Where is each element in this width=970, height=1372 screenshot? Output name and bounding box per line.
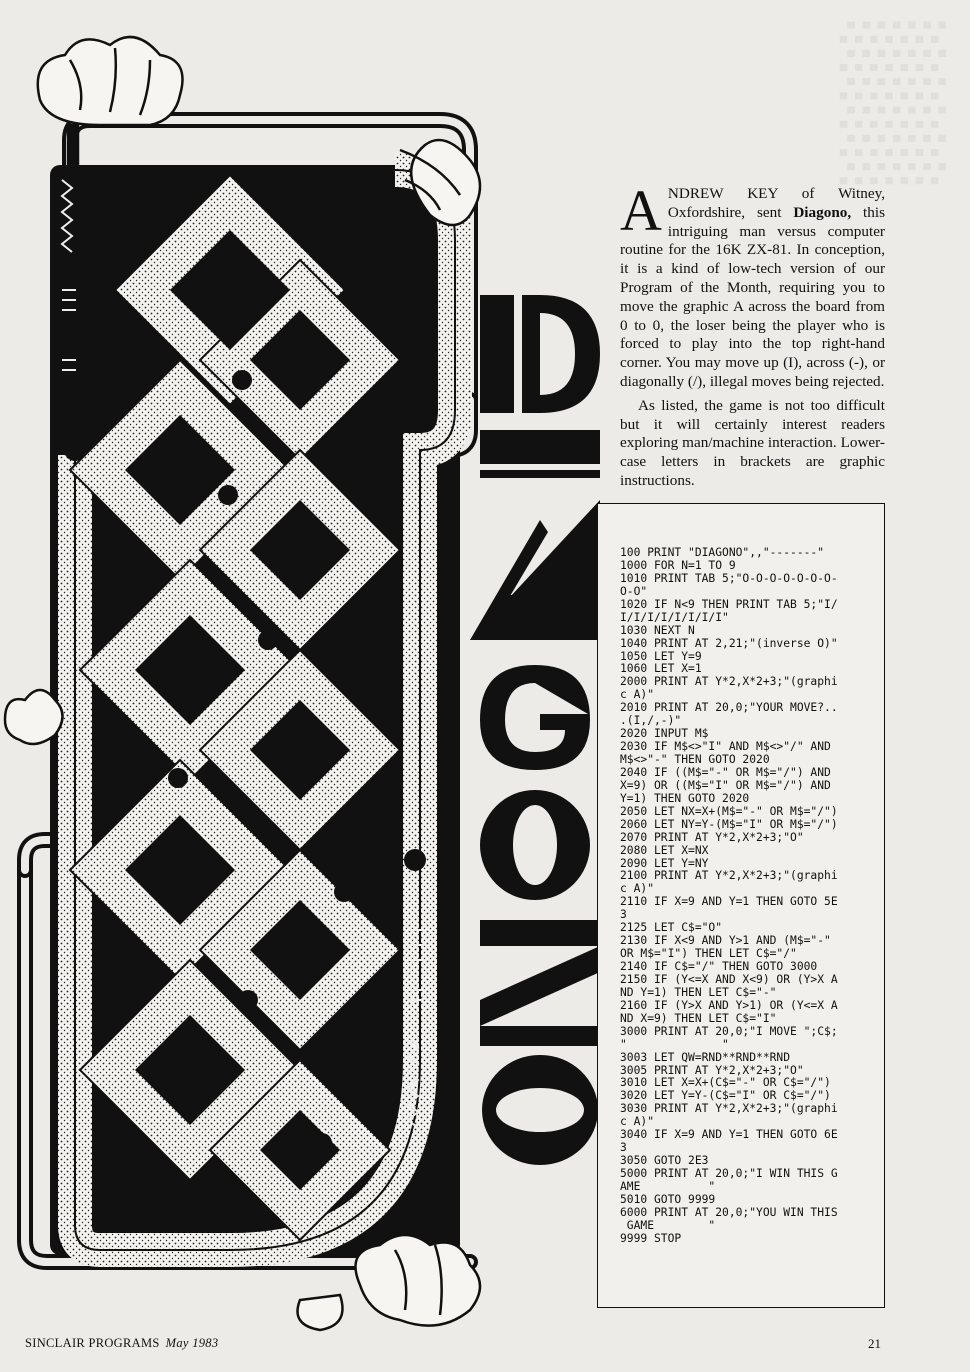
listing-line: ND X=9) THEN LET C$="I" (620, 1011, 777, 1025)
title-letter-d (480, 295, 600, 413)
listing-line: 3040 IF X=9 AND Y=1 THEN GOTO 6E (620, 1128, 838, 1142)
title-letter-a (470, 500, 600, 640)
cartoon-hand-top (38, 37, 183, 165)
lead-text: NDREW KEY of Witney, Oxfordshire, sent (667, 185, 885, 221)
listing-line: c A)" (620, 688, 655, 702)
listing-line: 2130 IF X<9 AND Y>1 AND (M$="-" (620, 934, 831, 948)
program-name: Diagono, (793, 203, 852, 221)
footer-publication (25, 1336, 218, 1351)
cartoon-hand-left (5, 690, 63, 744)
diagono-title-graphic (470, 295, 600, 1165)
title-letter-o1 (480, 790, 590, 900)
listing-line: Y=1) THEN GOTO 2020 (620, 791, 750, 805)
listing-line: 1050 LET Y=9 (620, 649, 702, 663)
listing-line: 5010 GOTO 9999 (620, 1192, 716, 1206)
listing-line: 3010 LET X=X+(C$="-" OR C$="/") (620, 1076, 831, 1090)
listing-line: 1040 PRINT AT 2,21;"(inverse O)" (620, 636, 838, 650)
paragraph-1 (620, 178, 885, 392)
issue-date: May 1983 (165, 1336, 219, 1350)
listing-line: " " (620, 1037, 729, 1051)
listing-line: M$<>"-" THEN GOTO 2020 (620, 753, 770, 766)
listing-line: AME " (620, 1179, 716, 1193)
listing-line: 2010 PRINT AT 20,0;"YOUR MOVE?.. (620, 701, 838, 715)
listing-line: .(I,/,-)" (620, 714, 682, 728)
listing-line: 1000 FOR N=1 TO 9 (620, 558, 736, 572)
listing-line: 3 (620, 908, 627, 922)
listing-line: 9999 STOP (620, 1231, 682, 1245)
listing-line: 3050 GOTO 2E3 (620, 1154, 709, 1168)
bleed-through-shadow: ▒ (839, 13, 950, 179)
listing-line: 2150 IF (Y<=X AND X<9) OR (Y>X A (620, 972, 838, 986)
listing-line: 2040 IF ((M$="-" OR M$="/") AND (620, 765, 831, 779)
listing-line: 2050 LET NX=X+(M$="-" OR M$="/") (620, 804, 838, 818)
listing-line: 3005 PRINT AT Y*2,X*2+3;"O" (620, 1063, 804, 1077)
listing-line: ND Y=1) THEN LET C$="-" (620, 985, 777, 999)
title-letter-o2 (482, 1055, 598, 1165)
title-letter-n (480, 920, 600, 1046)
drop-cap: A (620, 178, 662, 243)
listing-line: 3030 PRINT AT Y*2,X*2+3;"(graphi (620, 1102, 838, 1116)
listing-line: GAME " (620, 1218, 716, 1232)
listing-line: 3000 PRINT AT 20,0;"I MOVE ";C$; (620, 1024, 838, 1038)
listing-line: 5000 PRINT AT 20,0;"I WIN THIS G (620, 1167, 838, 1180)
lead-rest: this intriguing man versus computer routine for the 16K ZX-81. In conception, it is a kind of low-tech version of our Program of the Month, requiring you to move the graphic A across the board from 0 to 0, the loser being the player who is forced to play into the top right-hand corner. You may move up (I), across (-), or diagonally (/), illegal moves being rejected. (620, 203, 885, 390)
listing-line: OR M$="I") THEN LET C$="/" (620, 947, 797, 961)
listing-line: X=9) OR ((M$="I" OR M$="/") AND (620, 778, 831, 792)
article-intro (620, 178, 885, 496)
listing-line: c A)" (620, 1115, 655, 1129)
listing-line: 2080 LET X=NX (620, 843, 709, 857)
listing-line: 2030 IF M$<>"I" AND M$<>"/" AND (620, 740, 831, 754)
program-listing (620, 547, 888, 1246)
listing-line: 3 (620, 1141, 627, 1155)
listing-line: 1030 NEXT N (620, 623, 695, 637)
listing-line: 2000 PRINT AT Y*2,X*2+3;"(graphi (620, 675, 838, 689)
listing-line: 1020 IF N<9 THEN PRINT TAB 5;"I/ (620, 597, 838, 611)
page-number: 21 (868, 1336, 881, 1351)
listing-line: 3020 LET Y=Y-(C$="I" OR C$="/") (620, 1089, 831, 1103)
listing-line: 2125 LET C$="O" (620, 921, 723, 935)
listing-line: 1010 PRINT TAB 5;"O-O-O-O-O-O-O- (620, 571, 838, 585)
listing-line: c A)" (620, 882, 655, 896)
listing-line: I/I/I/I/I/I/I/I" (620, 610, 729, 624)
title-letter-i (480, 430, 600, 464)
listing-line: 2060 LET NY=Y-(M$="I" OR M$="/") (620, 817, 838, 831)
listing-line: 2090 LET Y=NY (620, 856, 709, 870)
listing-line: 2020 INPUT M$ (620, 727, 709, 741)
listing-line: 2160 IF (Y>X AND Y>1) OR (Y<=X A (620, 998, 838, 1012)
listing-line: 2100 PRINT AT Y*2,X*2+3;"(graphi (620, 869, 838, 883)
listing-line: 2070 PRINT AT Y*2,X*2+3;"O" (620, 830, 804, 844)
listing-line: 6000 PRINT AT 20,0;"YOU WIN THIS (620, 1205, 838, 1219)
listing-line: 100 PRINT "DIAGONO",,"-------" (620, 546, 825, 559)
title-letter-g (480, 665, 590, 770)
publication-name: SINCLAIR PROGRAMS (25, 1336, 160, 1350)
listing-line: 1060 LET X=1 (620, 662, 702, 676)
paragraph-2: As listed, the game is not too difficult but it will certainly interest readers exploring man/machine interaction. Lower-case letters in brackets are graphic instructions. (620, 396, 885, 489)
listing-line: 2140 IF C$="/" THEN GOTO 3000 (620, 960, 818, 973)
listing-line: 3003 LET QW=RND**RND**RND (620, 1050, 791, 1064)
listing-line: 2110 IF X=9 AND Y=1 THEN GOTO 5E (620, 895, 838, 909)
listing-line: O-O" (620, 584, 648, 598)
